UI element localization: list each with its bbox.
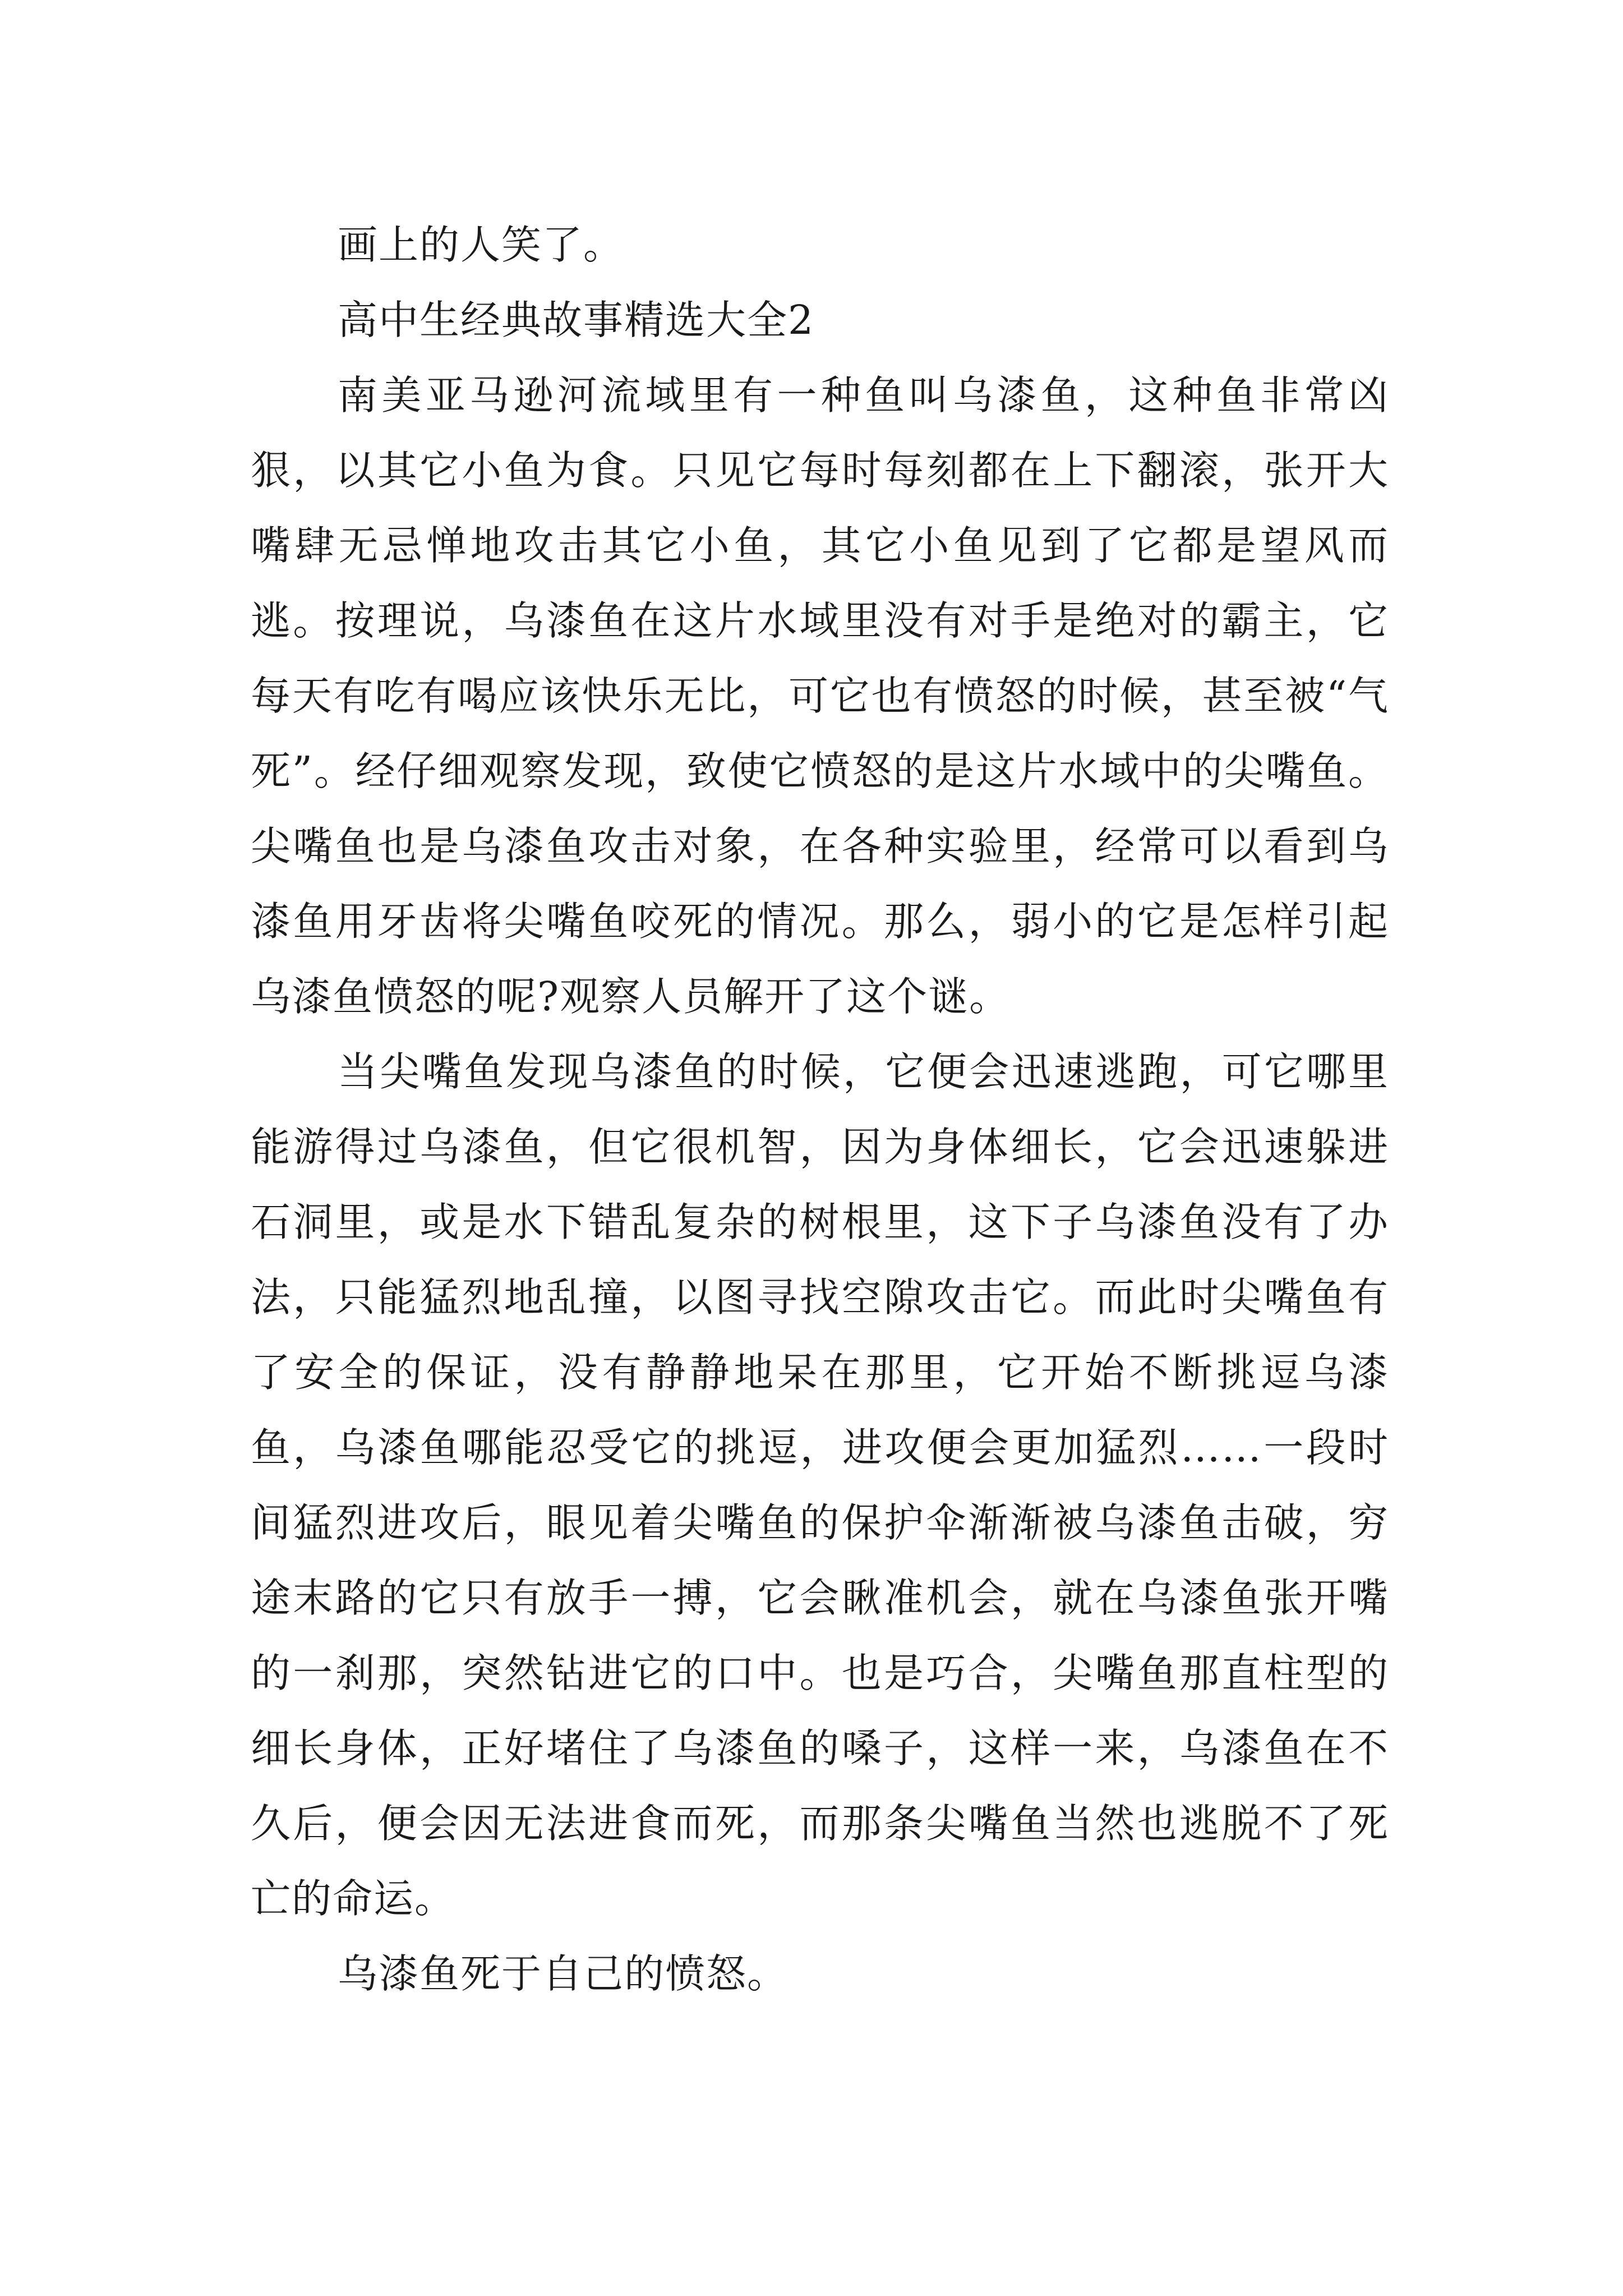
- paragraph-1: 南美亚马逊河流域里有一种鱼叫乌漆鱼，这种鱼非常凶狠，以其它小鱼为食。只见它每时每刻都在上下翻滚，张开大嘴肆无忌惮地攻击其它小鱼，其它小鱼见到了它都是望风而逃。按理说，乌漆鱼在这片水域里没有对手是绝对的霸主，它每天有吃有喝应该快乐无比，可它也有愤怒的时候，甚至被“气死”。经仔细观察发现，致使它愤怒的是这片水域中的尖嘴鱼。尖嘴鱼也是乌漆鱼攻击对象，在各种实验里，经常可以看到乌漆鱼用牙齿将尖嘴鱼咬死的情况。那么，弱小的它是怎样引起乌漆鱼愤怒的呢?观察人员解开了这个谜。: [251, 372, 1389, 1020]
- paragraph-3: 乌漆鱼死于自己的愤怒。: [338, 1950, 789, 1997]
- document-body: [251, 208, 1389, 2012]
- section-title: 高中生经典故事精选大全2: [338, 297, 815, 343]
- paragraph-2: 当尖嘴鱼发现乌漆鱼的时候，它便会迅速逃跑，可它哪里能游得过乌漆鱼，但它很机智，因为身体细长，它会迅速躲进石洞里，或是水下错乱复杂的树根里，这下子乌漆鱼没有了办法，只能猛烈地乱撞，以图寻找空隙攻击它。而此时尖嘴鱼有了安全的保证，没有静静地呆在那里，它开始不断挑逗乌漆鱼，乌漆鱼哪能忍受它的挑逗，进攻便会更加猛烈……一段时间猛烈进攻后，眼见着尖嘴鱼的保护伞渐渐被乌漆鱼击破，穷途末路的它只有放手一搏，它会瞅准机会，就在乌漆鱼张开嘴的一刹那，突然钻进它的口中。也是巧合，尖嘴鱼那直柱型的细长身体，正好堵住了乌漆鱼的嗓子，这样一来，乌漆鱼在不久后，便会因无法进食而死，而那条尖嘴鱼当然也逃脱不了死亡的命运。: [251, 1048, 1389, 1922]
- intro-line: 画上的人笑了。: [338, 222, 625, 268]
